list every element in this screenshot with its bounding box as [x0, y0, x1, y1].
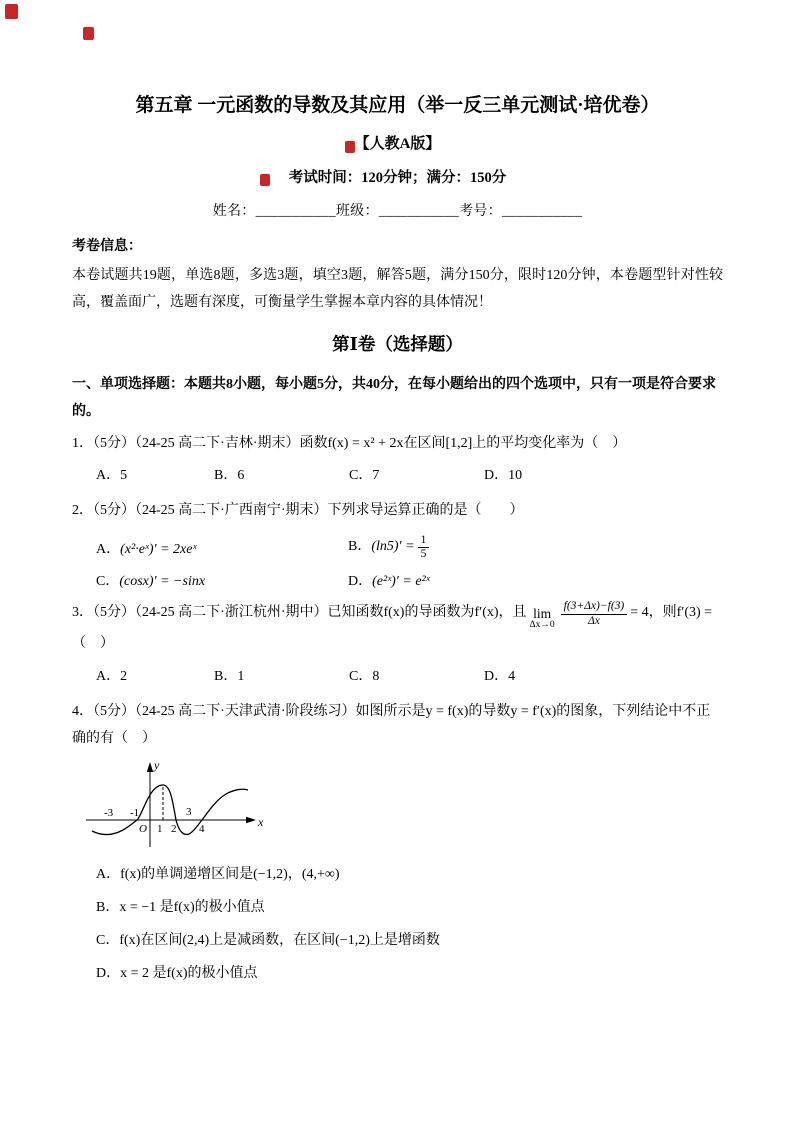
tick-1: 1 [157, 823, 163, 836]
option-label: B． [348, 538, 372, 554]
difference-quotient-fraction [561, 600, 628, 627]
info-paragraph: 本卷试题共19题，单选8题，多选3题，填空3题，解答5题，满分150分，限时120分钟，本卷题型针对性较高，覆盖面广，选题有深度，可衡量学生掌握本章内容的具体情况！ [72, 268, 723, 311]
red-stamp-icon [5, 4, 18, 19]
red-stamp-icon [345, 141, 355, 153]
curve-f-prime [92, 785, 248, 835]
y-axis-label: y [154, 758, 160, 773]
x-axis-label: x [258, 815, 264, 830]
q2-option-b [348, 534, 723, 561]
edition-label: 【人教A版】 [354, 136, 441, 152]
origin-label: O [139, 823, 147, 836]
x-axis-arrow [246, 817, 256, 823]
question-2 [72, 497, 723, 590]
q1-option-d: D．10 [484, 468, 523, 484]
lim-subscript: Δx→0 [529, 619, 555, 630]
limit-notation [530, 607, 555, 630]
q3-option-b: B．1 [214, 668, 245, 684]
q1-option-b: B．6 [214, 468, 245, 484]
q3-option-a: A．2 [96, 668, 128, 684]
q3-option-d: D．4 [484, 668, 516, 684]
question-2-options-row1 [72, 534, 723, 561]
name-class-id-blanks: 姓名：___________班级：___________考号：___________ [212, 204, 583, 219]
q4-option-d: D．x = 2 是f(x)的极小值点 [96, 965, 258, 981]
section-title: 第Ⅰ卷（选择题） [332, 333, 463, 354]
q3-option-c: C．8 [349, 668, 380, 684]
question-2-stem: 2．（5分）（24-25 高二下·广西南宁·期末）下列求导运算正确的是（ ） [72, 503, 524, 519]
fraction-numerator: 1 [418, 534, 430, 548]
option-label: C． [96, 574, 120, 590]
tick-4: 4 [199, 823, 205, 836]
part-one-heading: 一、单项选择题：本题共8小题，每小题5分，共40分，在每小题给出的四个选项中，只有一项是符合要求的。 [72, 376, 716, 419]
q4-option-b: B．x = −1 是f(x)的极小值点 [96, 899, 265, 915]
fraction-denominator: Δx [588, 614, 600, 627]
question-1-stem: 1．（5分）（24-25 高二下·吉林·期末）函数f(x) = x² + 2x在区间[1,2]上的平均变化率为（ ） [72, 436, 627, 452]
stem-text: = 4，则f′(3) = [630, 605, 713, 621]
question-3 [72, 599, 723, 684]
formula: (cosx)′ = −sinx [119, 574, 206, 590]
info-heading: 考卷信息： [72, 239, 142, 254]
question-4 [72, 698, 723, 986]
q4-option-a: A．f(x)的单调递增区间是(−1,2)，(4,+∞) [96, 867, 340, 883]
fraction-denominator: 5 [420, 548, 427, 560]
question-3-stem [72, 599, 723, 630]
question-3-answer-paren: （ ） [72, 636, 114, 652]
exam-meta: 考试时间：120分钟；满分：150分 [288, 170, 507, 186]
formula: (x²·eˣ)′ = 2xeˣ [120, 541, 197, 557]
tick-3: 3 [186, 806, 192, 819]
fraction-numerator: f(3+Δx)−f(3) [561, 600, 628, 614]
question-4-options [72, 863, 723, 985]
tick-minus1: -1 [130, 807, 140, 820]
stem-text: 3．（5分）（24-25 高二下·浙江杭州·期中）已知函数f(x)的导函数为f′(x)，且 [72, 605, 527, 621]
q4-option-c: C．f(x)在区间(2,4)上是减函数，在区间(−1,2)上是增函数 [96, 932, 440, 948]
q1-option-a: A．5 [96, 468, 128, 484]
q2-option-c [96, 570, 348, 590]
derivative-function-graph [78, 758, 273, 854]
formula: (ln5)′ = [371, 538, 415, 554]
tick-minus3: -3 [104, 807, 114, 820]
option-label: A． [96, 541, 121, 557]
lim-word: lim [533, 606, 552, 622]
question-2-options-row2 [72, 570, 723, 590]
y-axis-arrow [147, 762, 153, 772]
question-1-options [72, 464, 723, 484]
q1-option-c: C．7 [349, 468, 380, 484]
page-title: 第五章 一元函数的导数及其应用（举一反三单元测试·培优卷） [135, 95, 660, 116]
question-1 [72, 430, 723, 484]
red-stamp-icon [260, 174, 270, 186]
formula: (e²ˣ)′ = e²ˣ [372, 574, 430, 590]
question-4-stem: 4．（5分）（24-25 高二下·天津武清·阶段练习）如图所示是y = f(x)的导数y = f′(x)的图象，下列结论中不正确的有（ ） [72, 703, 711, 746]
option-label: D． [348, 574, 373, 590]
q2-option-a [96, 538, 348, 558]
tick-2: 2 [171, 823, 177, 836]
question-3-options [72, 665, 723, 685]
q2-option-d [348, 570, 723, 590]
fraction [418, 534, 430, 561]
red-stamp-icon [83, 27, 94, 40]
